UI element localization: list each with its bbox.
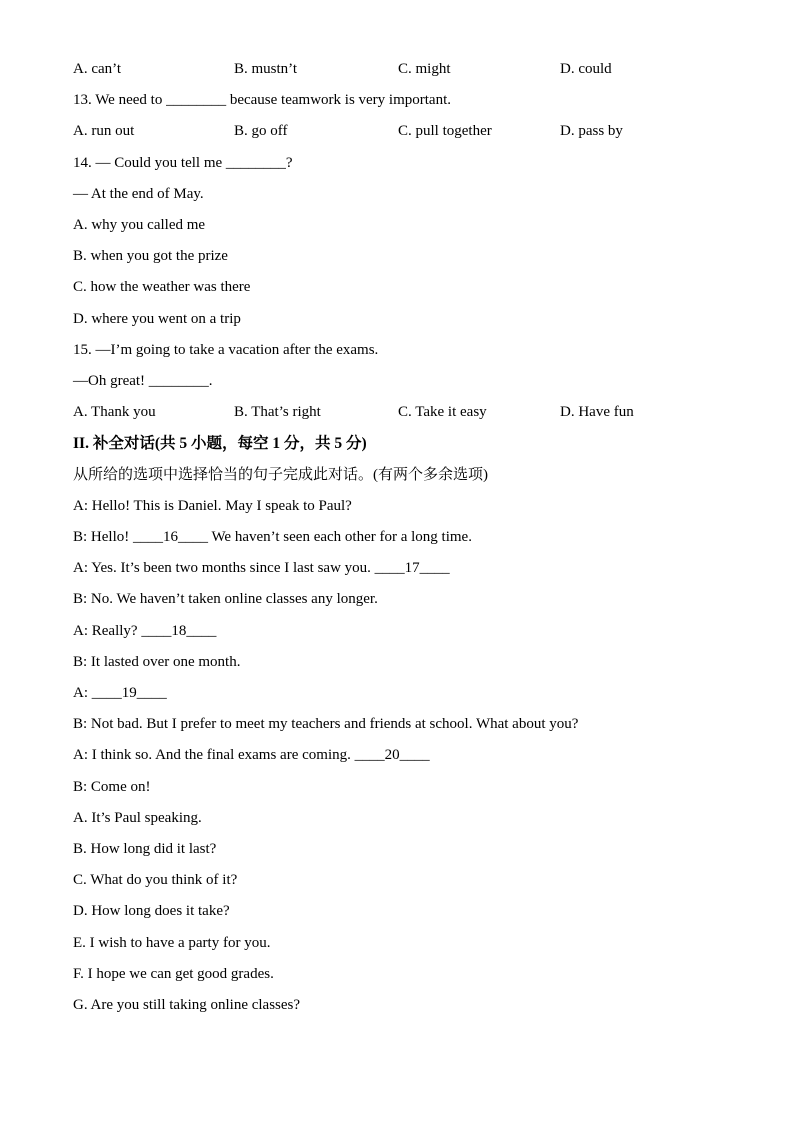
question-14-answer: — At the end of May. [73, 185, 204, 202]
dialogue-line-3: A: Yes. It’s been two months since I last saw you. ____17____ [73, 560, 450, 577]
question-12-options [73, 54, 723, 85]
question-13: 13. We need to ________ because teamwork is very important. [73, 92, 452, 109]
option-cell: A. can’t [73, 61, 122, 77]
option-cell: A. run out [73, 123, 135, 140]
choice-g: G. Are you still taking online classes? [73, 997, 301, 1014]
option-cell: C. pull together [398, 123, 492, 140]
option-cell: D. could [560, 61, 612, 77]
option-cell: C. Take it easy [398, 404, 487, 421]
choice-d: D. How long does it take? [73, 903, 230, 920]
choice-f: F. I hope we can get good grades. [73, 965, 274, 982]
choice-c: C. What do you think of it? [73, 872, 238, 889]
question-14-option-c: C. how the weather was there [73, 279, 251, 296]
option-cell: B. go off [234, 123, 288, 140]
question-15-options [73, 397, 723, 428]
question-13-options [73, 116, 723, 147]
option-cell: B. mustn’t [234, 61, 298, 77]
option-cell: D. pass by [560, 123, 623, 140]
dialogue-line-9: A: I think so. And the final exams are coming. ____20____ [73, 747, 430, 764]
question-15: 15. —I’m going to take a vacation after the exams. [73, 341, 379, 358]
choice-e: E. I wish to have a party for you. [73, 934, 271, 951]
question-14-option-d: D. where you went on a trip [73, 310, 241, 327]
option-cell: C. might [398, 61, 451, 77]
dialogue-line-10: B: Come on! [73, 778, 151, 795]
option-cell: B. That’s right [234, 404, 321, 421]
dialogue-line-6: B: It lasted over one month. [73, 653, 241, 670]
dialogue-line-7: A: ____19____ [73, 685, 167, 702]
choice-b: B. How long did it last? [73, 841, 217, 858]
option-cell: A. Thank you [73, 404, 156, 421]
option-cell: D. Have fun [560, 404, 634, 421]
section-2-heading: II. 补全对话(共 5 小题，每空 1 分，共 5 分) [73, 435, 367, 453]
dialogue-line-5: A: Really? ____18____ [73, 622, 217, 639]
question-14: 14. — Could you tell me ________? [73, 154, 293, 171]
question-15-reply: —Oh great! ________. [73, 373, 213, 390]
document-body [73, 54, 723, 1021]
dialogue-line-8: B: Not bad. But I prefer to meet my teachers and friends at school. What about you? [73, 716, 579, 733]
dialogue-line-2: B: Hello! ____16____ We haven’t seen each other for a long time. [73, 529, 472, 546]
question-14-option-a: A. why you called me [73, 217, 206, 234]
section-2-instructions: 从所给的选项中选择恰当的句子完成此对话。(有两个多余选项) [73, 466, 488, 483]
dialogue-line-4: B: No. We haven’t taken online classes any longer. [73, 591, 378, 608]
question-14-option-b: B. when you got the prize [73, 248, 228, 265]
choice-a: A. It’s Paul speaking. [73, 809, 202, 826]
dialogue-line-1: A: Hello! This is Daniel. May I speak to Paul? [73, 497, 352, 514]
